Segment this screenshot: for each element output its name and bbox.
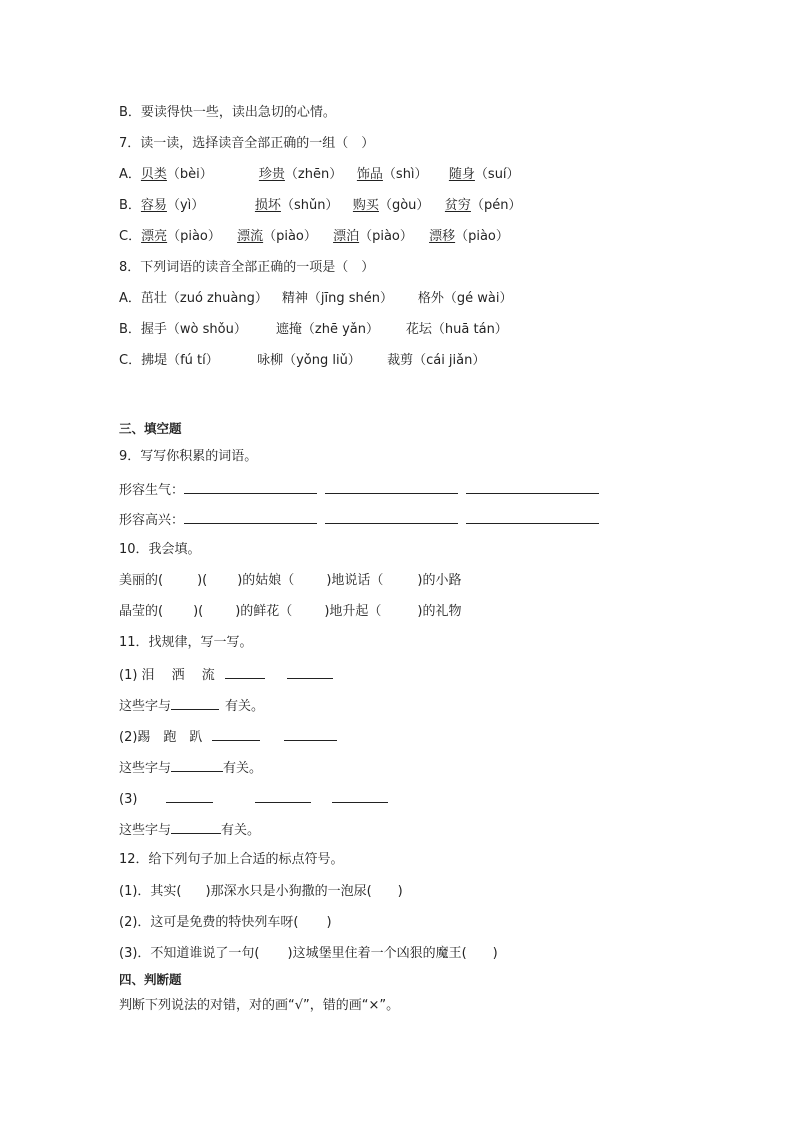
q10-r2-seg-3: )的鲜花（ (235, 604, 293, 619)
q8-c-item-3: 裁剪（cái jiǎn） (387, 353, 486, 368)
q9-happy-blank-2[interactable] (325, 511, 458, 524)
q7-stem: 7．读一读，选择读音全部正确的一组（ ） (119, 136, 375, 151)
q9-stem: 9．写写你积累的词语。 (119, 449, 258, 464)
q7-c-word-1: 漂亮 (141, 229, 168, 244)
q10-stem: 10．我会填。 (119, 542, 201, 557)
q7-c-pinyin-4: （piào） (455, 229, 509, 244)
q10-r1-seg-2: )( (197, 573, 208, 588)
q7-a-pinyin-1: （bèi） (166, 167, 213, 182)
q10-r1-seg-1: 美丽的( (119, 573, 164, 588)
q9-happy-label: 形容高兴： (119, 513, 185, 528)
q10-r1-seg-5: )的小路 (417, 573, 462, 588)
q12-s3-seg-1: (3)．不知道谁说了一句( (119, 946, 260, 961)
section-4-heading: 四、判断题 (119, 972, 182, 987)
q11-stem: 11．找规律，写一写。 (119, 635, 253, 650)
q7-c-pinyin-1: （piào） (167, 229, 221, 244)
q9-angry-blank-2[interactable] (325, 481, 458, 494)
q11-part-2-answer (119, 759, 262, 777)
q12-s1-seg-2: )那深水只是小狗撒的一泡尿( (205, 884, 372, 899)
q11-part-3-answer (119, 821, 260, 839)
q7-b-word-2: 损坏 (254, 198, 281, 213)
q11-p1-blank-2[interactable] (287, 666, 333, 679)
q7-b-word-1: 容易 (140, 198, 167, 213)
q11-p1-blank-1[interactable] (225, 666, 265, 679)
q8-option-b (119, 322, 508, 338)
q12-s3-seg-2: )这城堡里住着一个凶狠的魔王( (287, 946, 467, 961)
q10-r1-seg-3: )的姑娘（ (237, 573, 295, 588)
q7-b-word-3: 购买 (352, 198, 379, 213)
q10-row-2 (119, 604, 461, 620)
q11-p3-blank-1[interactable] (166, 790, 213, 803)
q11-p1-chars: (1) 泪 洒 流 (119, 668, 215, 683)
q9-row-happy (119, 511, 599, 529)
q8-c-label: C． (119, 353, 142, 368)
q10-r1-seg-4: )地说话（ (326, 573, 384, 588)
q8-c-item-2: 咏柳（yǒng liǔ） (257, 353, 361, 368)
q11-p1-prefix: 这些字与 (119, 699, 172, 714)
q10-row-1 (119, 573, 461, 589)
q10-r2-seg-2: )( (193, 604, 204, 619)
q8-a-label: A． (119, 291, 141, 306)
q7-c-word-3: 漂泊 (333, 229, 360, 244)
q11-p1-answer-blank[interactable] (171, 697, 219, 710)
q11-p2-answer-blank[interactable] (171, 759, 223, 772)
q11-p2-chars: (2)踢 跑 趴 (119, 730, 203, 745)
q8-b-item-1: 握手（wò shǒu） (140, 322, 247, 337)
q7-b-pinyin-4: （pén） (470, 198, 522, 213)
section-3-heading: 三、填空题 (119, 421, 182, 436)
q7-a-word-3: 饰品 (356, 167, 383, 182)
q8-a-item-1: 茁壮（zuó zhuàng） (140, 291, 268, 306)
q11-p3-label: (3) (119, 792, 138, 807)
q7-a-pinyin-3: （shì） (382, 167, 428, 182)
q9-angry-label: 形容生气： (119, 483, 185, 498)
q10-r2-seg-1: 晶莹的( (119, 604, 164, 619)
q9-row-angry (119, 481, 599, 499)
q11-part-1 (119, 666, 333, 684)
q7-a-pinyin-2: （zhēn） (284, 167, 343, 182)
q7-c-word-2: 漂流 (237, 229, 264, 244)
q13-instruction: 判断下列说法的对错，对的画“√”，错的画“×”。 (119, 998, 400, 1013)
q11-part-3 (119, 790, 388, 808)
q11-p2-blank-2[interactable] (284, 728, 337, 741)
q9-happy-blank-3[interactable] (466, 511, 599, 524)
q11-p3-blank-2[interactable] (255, 790, 311, 803)
q11-p3-prefix: 这些字与 (119, 823, 172, 838)
q7-a-word-1: 贝类 (140, 167, 167, 182)
q12-s2-seg-2: ) (326, 915, 332, 930)
q8-a-item-3: 格外（gé wài） (417, 291, 513, 306)
q12-s1-seg-1: (1)．其实( (119, 884, 182, 899)
q9-angry-blank-3[interactable] (466, 481, 599, 494)
q8-stem: 8．下列词语的读音全部正确的一项是（ ） (119, 260, 375, 275)
q11-p2-suffix: 有关。 (223, 761, 263, 776)
q7-c-word-4: 漂移 (429, 229, 456, 244)
q12-s2-seg-1: (2)．这可是免费的特快列车呀( (119, 915, 299, 930)
q6-option-b: B．要读得快一些，读出急切的心情。 (119, 105, 336, 120)
q7-b-pinyin-2: （shǔn） (280, 198, 339, 213)
q8-a-item-2: 精神（jīng shén） (281, 291, 394, 306)
q7-option-a (119, 167, 520, 183)
q7-a-label: A． (119, 167, 141, 182)
q7-option-c (119, 229, 509, 245)
q7-c-label: C． (119, 229, 142, 244)
q11-p2-prefix: 这些字与 (119, 761, 172, 776)
q9-happy-blank-1[interactable] (184, 511, 317, 524)
q7-a-word-4: 随身 (448, 167, 475, 182)
q7-b-pinyin-3: （gòu） (378, 198, 430, 213)
q7-a-word-2: 珍贵 (258, 167, 285, 182)
q12-sentence-3 (119, 946, 498, 962)
q8-c-item-1: 拂堤（fú tí） (141, 353, 219, 368)
q11-p3-blank-3[interactable] (332, 790, 388, 803)
q12-stem: 12．给下列句子加上合适的标点符号。 (119, 852, 344, 867)
q8-option-a (119, 291, 513, 307)
q11-part-1-answer (119, 697, 264, 715)
q8-b-label: B． (119, 322, 141, 337)
q12-s3-seg-3: ) (492, 946, 498, 961)
q11-p1-suffix: 有关。 (225, 699, 265, 714)
q9-angry-blank-1[interactable] (184, 481, 317, 494)
q7-b-pinyin-1: （yì） (166, 198, 205, 213)
q10-r2-seg-5: )的礼物 (417, 604, 462, 619)
q7-b-label: B． (119, 198, 141, 213)
q11-p3-answer-blank[interactable] (171, 821, 221, 834)
q7-a-pinyin-4: （suí） (474, 167, 520, 182)
q7-c-pinyin-2: （piào） (263, 229, 317, 244)
q7-option-b (119, 198, 521, 214)
q11-p2-blank-1[interactable] (212, 728, 260, 741)
q8-option-c (119, 353, 485, 369)
q7-b-word-4: 贫穷 (444, 198, 471, 213)
q8-b-item-3: 花坛（huā tán） (405, 322, 508, 337)
q7-c-pinyin-3: （piào） (359, 229, 413, 244)
q8-b-item-2: 遮掩（zhē yǎn） (275, 322, 380, 337)
q10-r2-seg-4: )地升起（ (324, 604, 382, 619)
q11-part-2 (119, 728, 337, 746)
q12-s1-seg-3: ) (397, 884, 403, 899)
q12-sentence-1 (119, 884, 403, 900)
q12-sentence-2 (119, 915, 332, 931)
q11-p3-suffix: 有关。 (221, 823, 261, 838)
